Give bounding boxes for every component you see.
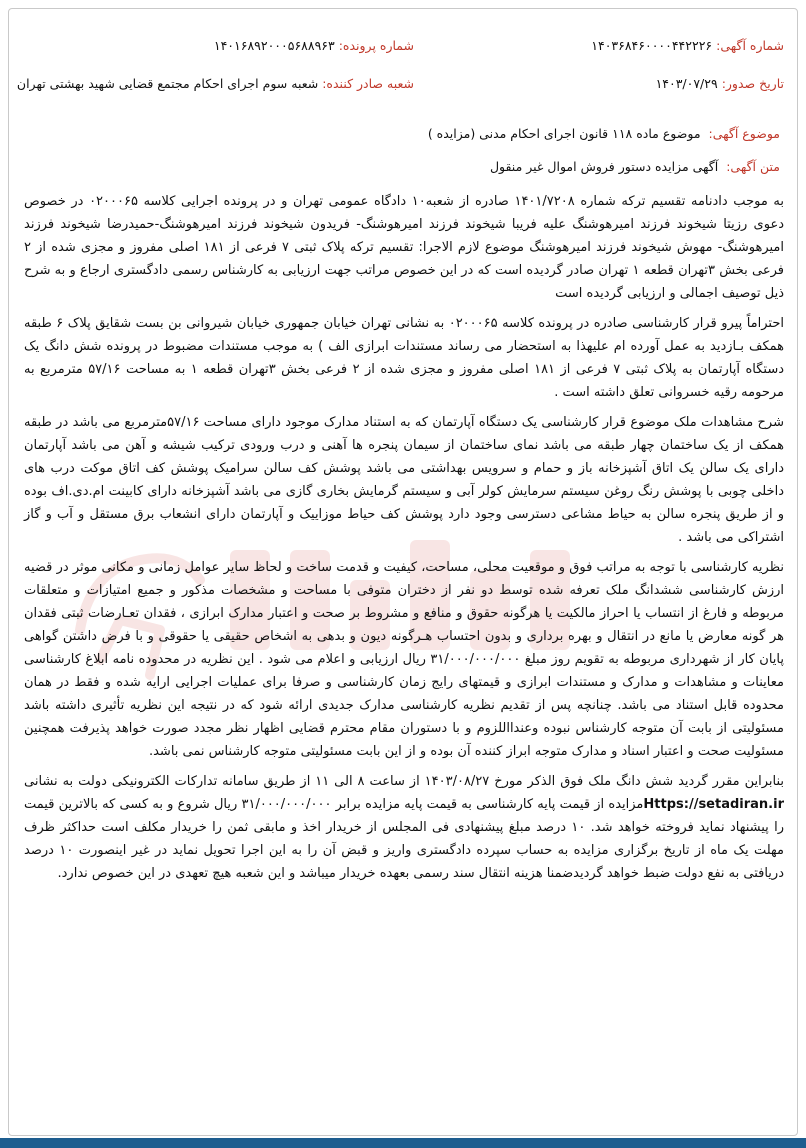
body-paragraph-1: به موجب دادنامه تقسیم ترکه شماره ۱۴۰۱/۷۲۰۸ صادره از شعبه۱۰ دادگاه عمومی تهران و در پرونده اجرایی کلاسه ۰۲۰۰۰۶۵ در خصوص دعوی رزیتا شیخوند فرزند امیرهوشنگ علیه فریبا شیخوند فرزند امیرهوشنگ- فریدون شیخوند فرزند امیرهوشنگ-حمیدرضا شیخوند فرزند امیرهوشنگ- مهوش شیخوند فرزند امیرهوشنگ موضوع لازم الاجرا: تقسیم ترکه پلاک ثبتی ۷ فرعی از ۱۸۱ اصلی مفروز و مجزی شده از ۲ فرعی بخش ۳تهران قطعه ۱ تهران صادر گردیده است که در این خصوص مراتب جهت ارزیابی به کارشناس رسمی دادگستری ارجاع و به شرح ذیل توصیف اجمالی و ارزیابی گردیده است [24,194,785,301]
subject-label: موضوع آگهی: [708,126,780,141]
case-number-field [214,38,414,53]
subject-line [428,126,780,141]
issue-date-label: تاریخ صدور: [721,76,784,91]
body-paragraph-5-part1: بنابراین مقرر گردید شش دانگ ملک فوق الذکر مورخ ۱۴۰۳/۰۸/۲۷ از ساعت ۸ الی ۱۱ از طریق سامانه تدارکات الکترونیکی دولت به نشانی [24,774,784,789]
body-paragraph-3: شرح مشاهدات ملک موضوع قرار کارشناسی یک دستگاه آپارتمان که به استناد مدارک موجود دارای مساحت ۵۷/۱۶مترمربع می باشد در طبقه همکف از یک ساختمان چهار طبقه می باشد نمای ساختمان از سیمان پنجره ها آهنی و درب ورودی ترکیب شیشه و آهن می باشد آپارتمان دارای یک سالن یک اتاق آشپزخانه باز و حمام و سرویس بهداشتی می باشد پوشش کف سالن سرامیک پوشش کف اتاق موکت درب های داخلی چوبی با پوشش رنگ روغن سیستم سرمایش کولر آبی و سیستم گرمایش بخاری گازی می باشد آشپزخانه دارای کابینت ام.دی.اف بوده و از طریق پنجره سالن به حیاط مشاعی دسترسی وجود دارد پوشش کف حیاط موزاییک و آپارتمان دارای انشعاب برق مستقل و آب و گاز اشتراکی می باشد . [24,415,784,545]
subject-value: موضوع ماده ۱۱۸ قانون اجرای احکام مدنی (مزایده ) [427,126,701,141]
notice-number-field [591,38,784,53]
text-title-value: آگهی مزایده دستور فروش اموال غیر منقول [489,159,719,174]
body-paragraph-2: احتراماً پیرو قرار کارشناسی صادره در پرونده کلاسه ۰۲۰۰۰۶۵ به نشانی تهران خیابان جمهوری خیابان شیروانی بن بست شقایق پلاک ۶ طبقه همکف بـازدید به عمل آورده ام علیهذا به استحضار می رساند مستندات ابرازی الف ) به موجب مستندات مضبوط در پرونده شش دانگ یک دستگاه آپارتمان به پلاک ثبتی ۷ فرعی از ۱۸۱ اصلی مفروز و مجزی شده از ۲ فرعی بخش ۳تهران قطعه ۱ به مساحت ۵۷/۱۶ مترمربع به مرحومه رقیه خسروانی تعلق داشته است . [24,316,784,400]
issuing-branch-field [17,76,414,91]
case-number-value: ۱۴۰۱۶۸۹۲۰۰۰۵۶۸۸۹۶۳ [213,38,335,53]
setadiran-url: Https://setadiran.ir [643,797,784,812]
text-title-line [490,159,780,174]
case-number-label: شماره پرونده: [338,38,414,53]
issue-date-value: ۱۴۰۳/۰۷/۲۹ [655,76,718,91]
issue-date-field [656,76,784,91]
text-title-label: متن آگهی: [726,159,780,174]
body-paragraph-4: نظریه کارشناسی با توجه به مراتب فوق و موقعیت محلی، مساحت، کیفیت و قدمت ساخت و لحاظ سایر عوامل زمانی و مکانی موثر در قضیه ارزش کارشناسی ششدانگ ملک تعرفه شده توسط دو نفر از دختران متوفی با مساحت و مشخصات مذکور و جمیع امتیازات و متعلقات مربوطه و فارغ از انتساب یا احراز مالکیت یا هرگونه حقوق و منافع و مشروط بر صحت و اعتبار مدارک ابرازی ، فقدان تعـارضات ثبتی فقدان هر گونه معارض یا مانع در انتقال و بهره برداری و بدون احتساب هـرگونه دیون و بدهی به اشخاص حقیقی یا حقوقی و با فرض داشتن گواهی پایان کار از شهرداری مربوطه به تقویم روز مبلغ ۳۱/۰۰۰/۰۰۰/۰۰۰ ریال ارزیابی و اعلام می شود . این نظریه در محدوده نامه ابلاغ کارشناسی معاینات و مشاهدات و مدارک و مستندات ابرازی و قیمتهای رایج زمان کارشناسی و صرفا برای عملیات اجرایی ارایه شده و فقط در همان محدوده قابل استناد می باشد. چنانچه پس از تقدیم نظریه کارشناسی مدارک جدیدی ارائه شود که در نتیجه این نظریه تأثیری داشته باشد مسئولیتی از بابت آن متوجه کارشناس نبوده وعندااللزوم و با دستوران مقام محترم قضایی اظهار نظر مجدد صورت خواهد پذیرفت همچنین مسئولیت صحت و اعتبار اسناد و مدارک متوجه ابراز کننده آن بوده و از این بابت مسئولیتی متوجه کارشناس نمی باشد. [24,560,785,759]
bottom-bar [0,1138,806,1148]
issuing-branch-value: شعبه سوم اجرای احکام مجتمع قضایی شهید بهشتی تهران [16,76,319,91]
body-paragraph-5-part2: مزایده از قیمت پایه کارشناسی به قیمت پایه مزایده برابر ۳۱/۰۰۰/۰۰۰/۰۰۰ ریال شروع و به کسی که بالاترین قیمت را پیشنهاد نماید فروخته خواهد شد. ۱۰ درصد مبلغ پیشنهادی فی المجلس از خریدار اخذ و مابقی ثمن را خریدار مکلف است حداکثر ظرف مهلت یک ماه از تاریخ برگزاری مزایده به حساب سپرده دادگستری واریز و قبض آن را به این اجرا تحویل نماید در غیر اینصورت ۱۰ درصد دریافتی به نفع دولت ضبط خواهد گردیدضمنا هزینه انتقال سند رسمی بعهده خریدار میباشد و این شعبه هیچ تعهدی در این خصوص ندارد. [24,797,785,881]
body-paragraph-5 [24,770,784,885]
notice-body [24,190,784,892]
issuing-branch-label: شعبه صادر کننده: [322,76,414,91]
notice-number-label: شماره آگهی: [716,38,784,53]
notice-number-value: ۱۴۰۳۶۸۴۶۰۰۰۰۴۴۲۲۲۶ [591,38,713,53]
